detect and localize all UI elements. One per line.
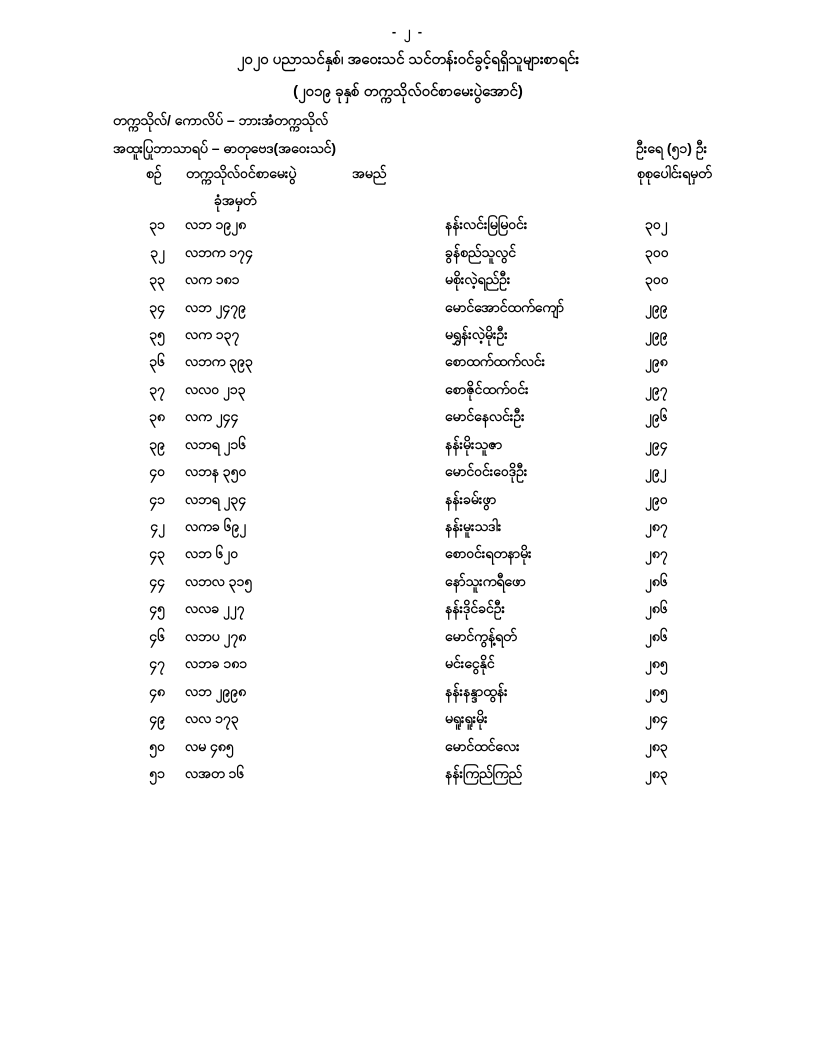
student-name-cell: မောင်အောင်ထက်ကျော် bbox=[445, 298, 565, 315]
serial-cell: ၃၃ bbox=[149, 271, 165, 288]
serial-cell: ၃၆ bbox=[149, 353, 165, 370]
table-row bbox=[0, 239, 816, 266]
table-row bbox=[0, 706, 816, 733]
total-score-cell: ၃၀၀ bbox=[645, 243, 669, 260]
total-score-cell: ၂၉၆ bbox=[645, 408, 668, 425]
student-name-cell: နန်းမူးသဒါး bbox=[445, 518, 502, 535]
table-row bbox=[0, 733, 816, 760]
roll-number-cell: လဘန ၃၅၀ bbox=[185, 463, 247, 480]
total-score-cell: ၂၈၄ bbox=[645, 710, 668, 727]
serial-cell: ၃၉ bbox=[149, 435, 165, 452]
university-name-line: တက္ကသိုလ်/ ကောလိပ် – ဘားအံတက္ကသိုလ် bbox=[113, 112, 329, 128]
roll-number-cell: လလ ၁၇၃ bbox=[185, 710, 239, 727]
total-score-cell: ၂၈၅ bbox=[645, 655, 668, 672]
student-table bbox=[0, 212, 816, 788]
total-score-cell: ၂၈၇ bbox=[645, 518, 668, 535]
roll-number-cell: လလဝ ၂၁၃ bbox=[185, 380, 246, 397]
serial-cell: ၃၄ bbox=[149, 298, 165, 315]
serial-cell: ၄၉ bbox=[149, 710, 165, 727]
serial-cell: ၅၁ bbox=[149, 764, 165, 781]
student-name-cell: နော်သူးကရီဖော bbox=[445, 572, 526, 589]
roll-number-cell: လဘပ ၂၇၈ bbox=[185, 627, 247, 644]
table-row bbox=[0, 678, 816, 705]
table-row bbox=[0, 432, 816, 459]
total-score-cell: ၂၉၉ bbox=[645, 298, 668, 315]
table-row bbox=[0, 651, 816, 678]
document-title-line1: ၂၀၂၀ ပညာသင်နှစ်၊ အဝေးသင် သင်တန်းဝင်ခွင့်ရရှိသူများစာရင်း bbox=[236, 51, 580, 68]
serial-cell: ၄၈ bbox=[149, 682, 165, 699]
student-name-cell: မောင်ထင်လေး bbox=[445, 737, 520, 754]
roll-number-cell: လဘ ၆၂၀ bbox=[185, 545, 239, 562]
document-title-line2: (၂၀၁၉ ခုနှစ် တက္ကသိုလ်ဝင်စာမေးပွဲအောင်) bbox=[293, 83, 523, 100]
serial-cell: ၃၈ bbox=[149, 408, 165, 425]
student-name-cell: မောင်နေလင်းဦး bbox=[445, 408, 525, 425]
serial-cell: ၄၃ bbox=[149, 545, 165, 562]
student-name-cell: စောဇိုင်ထက်ဝင်း bbox=[445, 380, 529, 397]
serial-cell: ၃၁ bbox=[149, 216, 165, 233]
student-name-cell: နန်းကြည်ကြည် bbox=[445, 764, 523, 781]
serial-cell: ၄၇ bbox=[149, 655, 165, 672]
serial-cell: ၄၁ bbox=[149, 490, 165, 507]
roll-number-cell: လဘရ ၂၁၆ bbox=[185, 435, 247, 452]
column-header-name: အမည် bbox=[352, 165, 387, 181]
roll-number-cell: လက ၂၄၄ bbox=[185, 408, 239, 425]
total-score-cell: ၂၉၈ bbox=[645, 353, 668, 370]
table-row bbox=[0, 322, 816, 349]
serial-cell: ၄၀ bbox=[149, 463, 165, 480]
roll-number-cell: လဘခ ၁၈၁ bbox=[185, 655, 248, 672]
serial-cell: ၃၂ bbox=[150, 243, 165, 260]
serial-cell: ၄၂ bbox=[150, 518, 165, 535]
student-name-cell: စောထက်ထက်လင်း bbox=[445, 353, 546, 370]
total-score-cell: ၃၀၀ bbox=[645, 271, 669, 288]
student-name-cell: မစိုးလဲ့ရည်ဦး bbox=[445, 271, 511, 288]
table-row bbox=[0, 596, 816, 623]
serial-cell: ၃၅ bbox=[149, 325, 165, 342]
total-score-cell: ၃၀၂ bbox=[645, 216, 668, 233]
total-score-cell: ၂၈၃ bbox=[645, 764, 668, 781]
column-header-roll-line1: တက္ကသိုလ်ဝင်စာမေးပွဲ bbox=[186, 165, 297, 181]
student-name-cell: စောဝင်းရတနာမိုး bbox=[445, 545, 532, 562]
total-score-cell: ၂၉၉ bbox=[645, 325, 668, 342]
table-row bbox=[0, 624, 816, 651]
roll-number-cell: လကခ ၆၉၂ bbox=[185, 518, 247, 535]
table-row bbox=[0, 459, 816, 486]
table-row bbox=[0, 349, 816, 376]
total-score-cell: ၂၈၆ bbox=[645, 572, 668, 589]
specialization-line: အထူးပြုဘာသာရပ် – ဓာတုဗေဒ(အဝေးသင်) bbox=[113, 140, 337, 156]
serial-cell: ၅၀ bbox=[149, 737, 165, 754]
student-name-cell: နန်းဒိုင်ခင်ဦး bbox=[445, 600, 506, 617]
total-score-cell: ၂၈၇ bbox=[645, 545, 668, 562]
roll-number-cell: လဘလ ၃၁၅ bbox=[185, 572, 253, 589]
student-name-cell: နန်းမိုးသူဇာ bbox=[445, 435, 503, 452]
student-count-label: ဦးရေ (၅၁) ဦး bbox=[636, 140, 708, 156]
table-row bbox=[0, 267, 816, 294]
table-row bbox=[0, 569, 816, 596]
total-score-cell: ၂၈၆ bbox=[645, 600, 668, 617]
student-name-cell: နန်းနန္ဒာထွန်း bbox=[445, 682, 508, 699]
roll-number-cell: လက ၁၈၁ bbox=[185, 271, 240, 288]
student-name-cell: မောင်ဝင်းဝေဒိုဦး bbox=[445, 463, 528, 480]
student-name-cell: မရူးရူးမိုး bbox=[445, 710, 488, 727]
roll-number-cell: လဘ ၂၉၉၈ bbox=[185, 682, 247, 699]
student-name-cell: နန်းလင်းမြမြဝင်း bbox=[445, 216, 528, 233]
column-header-serial: စဉ် bbox=[146, 165, 162, 181]
serial-cell: ၄၄ bbox=[149, 572, 165, 589]
roll-number-cell: လအတ ၁၆ bbox=[185, 764, 245, 781]
serial-cell: ၄၆ bbox=[149, 627, 165, 644]
total-score-cell: ၂၈၅ bbox=[645, 682, 668, 699]
table-row bbox=[0, 761, 816, 788]
roll-number-cell: လဘ ၂၄၇၉ bbox=[185, 298, 246, 315]
total-score-cell: ၂၉၄ bbox=[645, 435, 668, 452]
roll-number-cell: လဘက ၃၉၃ bbox=[185, 353, 253, 370]
student-name-cell: မောင်ကွန့်ရတ် bbox=[445, 627, 517, 644]
total-score-cell: ၂၈၃ bbox=[645, 737, 668, 754]
total-score-cell: ၂၉၀ bbox=[645, 490, 668, 507]
serial-cell: ၄၅ bbox=[149, 600, 165, 617]
table-row bbox=[0, 294, 816, 321]
page-number: - ၂ - bbox=[391, 24, 425, 39]
table-row bbox=[0, 486, 816, 513]
table-row bbox=[0, 514, 816, 541]
column-header-roll-line2: ခုံအမှတ် bbox=[214, 192, 257, 208]
table-row bbox=[0, 404, 816, 431]
column-header-total-score: စုစုပေါင်းရမှတ် bbox=[637, 165, 712, 181]
student-name-cell: နန်းခမ်းဖွာ bbox=[445, 490, 497, 507]
student-name-cell: ခွန်စည်သူလွင် bbox=[445, 243, 516, 260]
roll-number-cell: လလခ ၂၂၇ bbox=[185, 600, 245, 617]
roll-number-cell: လဘ ၁၉၂၈ bbox=[185, 216, 247, 233]
student-name-cell: မရွှန်းလဲ့မိုးဦး bbox=[445, 325, 508, 342]
total-score-cell: ၂၉၇ bbox=[645, 380, 668, 397]
roll-number-cell: လက ၁၃၇ bbox=[185, 325, 240, 342]
serial-cell: ၃၇ bbox=[149, 380, 165, 397]
table-row bbox=[0, 541, 816, 568]
roll-number-cell: လဘရ ၂၃၄ bbox=[185, 490, 247, 507]
table-row bbox=[0, 377, 816, 404]
roll-number-cell: လမ ၄၈၅ bbox=[185, 737, 234, 754]
roll-number-cell: လဘက ၁၇၄ bbox=[185, 243, 253, 260]
student-name-cell: မင်းငွေနိုင် bbox=[445, 655, 495, 672]
total-score-cell: ၂၈၆ bbox=[645, 627, 668, 644]
total-score-cell: ၂၉၂ bbox=[645, 463, 667, 480]
table-row bbox=[0, 212, 816, 239]
